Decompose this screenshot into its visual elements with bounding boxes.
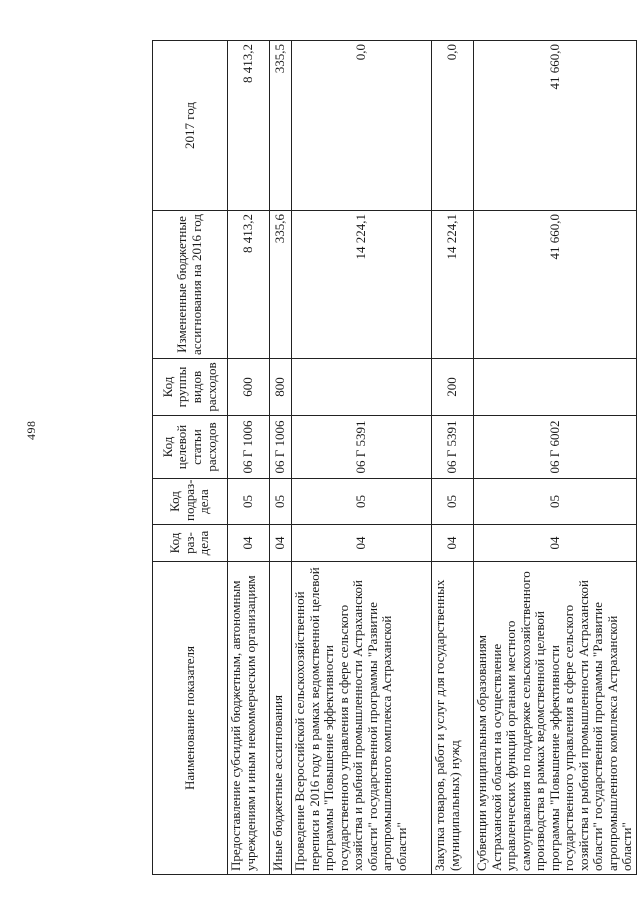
table-row <box>228 41 270 875</box>
row-section: 04 <box>228 525 270 562</box>
row-group <box>474 359 637 416</box>
row-section: 04 <box>270 525 292 562</box>
row-budget2016: 14 224,1 <box>432 211 474 359</box>
header-target: Код целевой статьи расходов <box>153 416 228 479</box>
row-name: Субвенции муниципальным образованиям Астраханской области на осуществление управленческих функций органами местного самоуправления по поддержке сельскохозяйственного производства в рамках ведомственной целевой программы "Повышение эффективности государственного управления в сфере сельского хозяйства и рыбной промышленности Астраханской области" государственной программы "Развитие агропромышленного комплекса Астраханской области" <box>474 562 637 875</box>
header-group: Код группы видов расходов <box>153 359 228 416</box>
row-name: Проведение Всероссийской сельскохозяйственной переписи в 2016 году в рамках ведомственной целевой программы "Повышение эффективности государственного управления в сфере сельского хозяйства и рыбной промышленности Астраханской области" государственной программы "Развитие агропромышленного комплекса Астраханской области" <box>292 562 432 875</box>
page-number: 498 <box>24 420 38 440</box>
row-2017: 0,0 <box>292 41 432 211</box>
row-group: 200 <box>432 359 474 416</box>
row-budget2016: 14 224,1 <box>292 211 432 359</box>
table-row <box>292 41 432 875</box>
row-2017: 0,0 <box>432 41 474 211</box>
header-subsection: Код подраз-дела <box>153 479 228 525</box>
header-name: Наименование показателя <box>153 562 228 875</box>
row-budget2016: 41 660,0 <box>474 211 637 359</box>
header-section: Код раз-дела <box>153 525 228 562</box>
row-name: Предоставление субсидий бюджетным, автономным учреждениям и иным некоммерческим организациям <box>228 562 270 875</box>
row-target: 06 Г 1006 <box>228 416 270 479</box>
header-2017: 2017 год <box>153 41 228 211</box>
row-target: 06 Г 6002 <box>474 416 637 479</box>
row-name: Иные бюджетные ассигнования <box>270 562 292 875</box>
row-2017: 335,5 <box>270 41 292 211</box>
row-budget2016: 335,6 <box>270 211 292 359</box>
row-section: 04 <box>292 525 432 562</box>
row-subsection: 05 <box>270 479 292 525</box>
row-2017: 8 413,2 <box>228 41 270 211</box>
row-subsection: 05 <box>474 479 637 525</box>
row-section: 04 <box>432 525 474 562</box>
budget-table <box>152 40 637 875</box>
row-group: 600 <box>228 359 270 416</box>
row-budget2016: 8 413,2 <box>228 211 270 359</box>
table-row <box>474 41 637 875</box>
row-group: 800 <box>270 359 292 416</box>
row-target: 06 Г 1006 <box>270 416 292 479</box>
row-target: 06 Г 5391 <box>292 416 432 479</box>
row-subsection: 05 <box>432 479 474 525</box>
row-target: 06 Г 5391 <box>432 416 474 479</box>
row-subsection: 05 <box>228 479 270 525</box>
table-row <box>432 41 474 875</box>
rotated-page <box>152 41 635 875</box>
row-group <box>292 359 432 416</box>
row-2017: 41 660,0 <box>474 41 637 211</box>
header-row <box>153 41 228 875</box>
row-name: Закупка товаров, работ и услуг для государственных (муниципальных) нужд <box>432 562 474 875</box>
header-budget2016: Измененные бюджетные ассигнования на 2016 год <box>153 211 228 359</box>
row-subsection: 05 <box>292 479 432 525</box>
row-section: 04 <box>474 525 637 562</box>
table-row <box>270 41 292 875</box>
